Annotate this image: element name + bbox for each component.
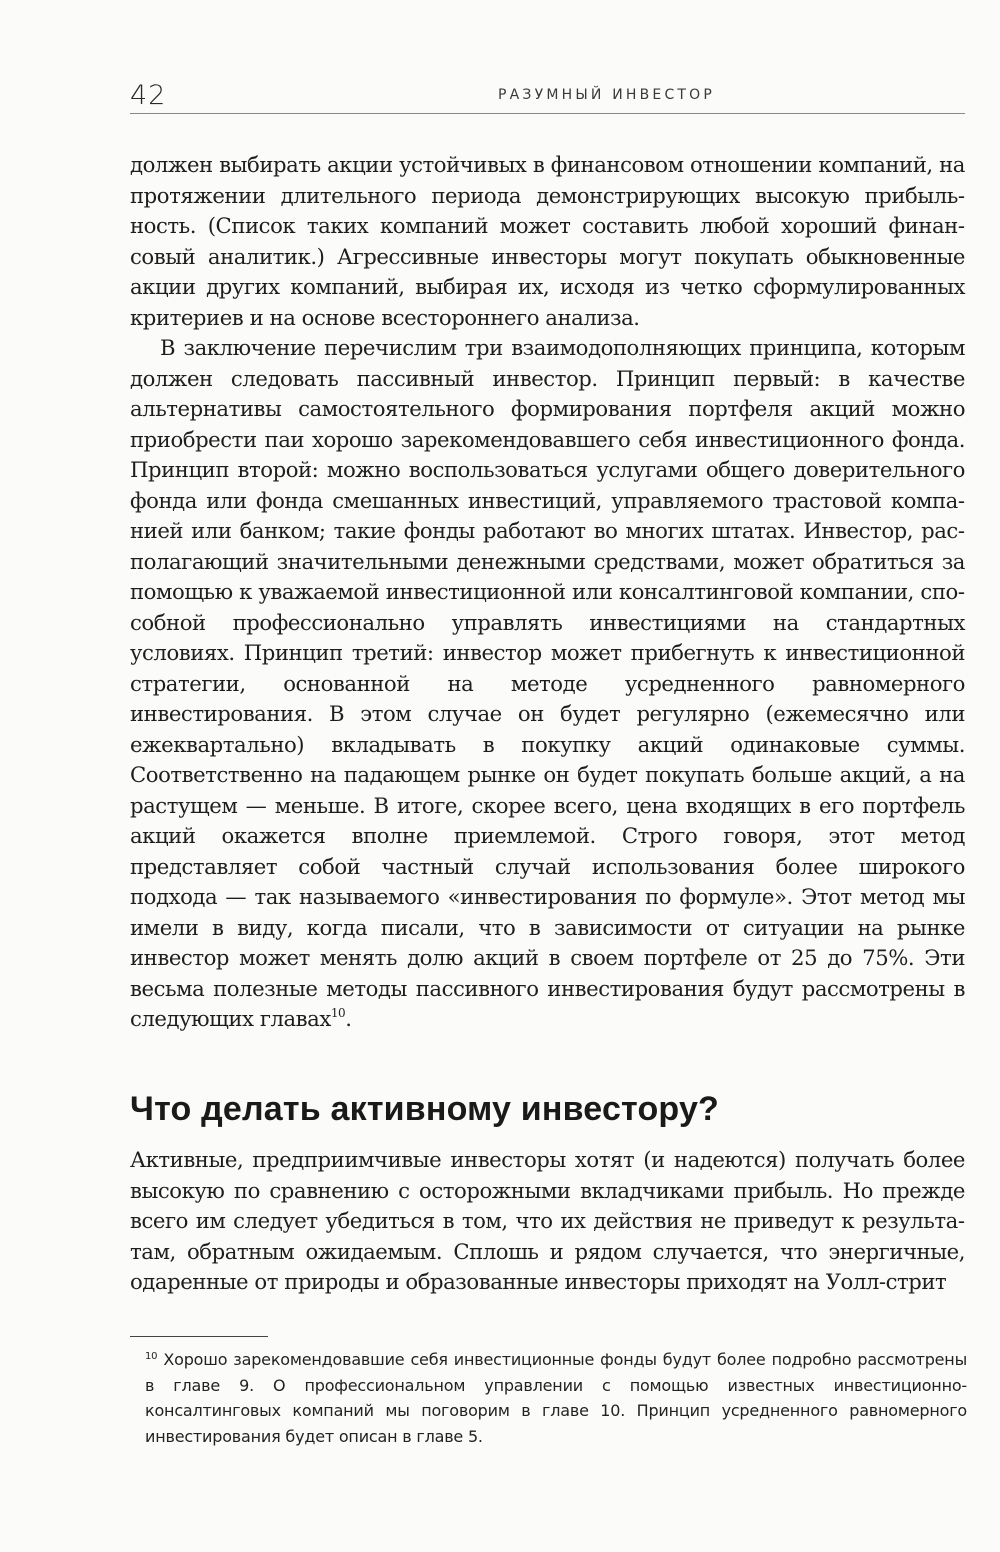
footnote-text: Хорошо зарекомендовавшие себя инвестиционные фонды будут более подробно рассмотрены в главе 9. О профессиональном управлении с помощью известных инвестиционно-консалтинговых компаний мы поговорим в главе 10. Принцип усредненного равномерного инвестирования будет описан в главе 5. <box>145 1350 967 1446</box>
page-number: 42 <box>130 80 167 111</box>
main-text <box>130 150 965 1035</box>
footnote-rule <box>130 1336 268 1337</box>
section-text <box>130 1145 965 1298</box>
footnote-reference[interactable]: 10 <box>330 1006 346 1020</box>
page-header <box>130 72 965 116</box>
footnote <box>145 1347 967 1449</box>
paragraph-active-investor: Активные, предприимчивые инвесторы хотят (и надеются) получать более высокую по сравнению с осторожными вкладчиками прибыль. Но прежде всего им следует убедиться в том, что их действия не приведут к результатам, обратным ожидаемым. Сплошь и рядом случается, что энергичные, одаренные от природы и образованные инвесторы приходят на Уолл-стрит <box>130 1147 965 1294</box>
header-rule <box>130 113 965 114</box>
paragraph-passive-investor-principles <box>130 333 965 1035</box>
paragraph-continued: должен выбирать акции устойчивых в финансовом отношении компаний, на протяжении длительного периода демонстрирующих высокую прибыльность. (Список таких компаний может составить любой хороший финансовый аналитик.) Агрессивные инвесторы могут покупать обыкновенные акции других компаний, выбирая их, исходя из четко сформулированных критериев и на основе всестороннего анализа. <box>130 152 965 330</box>
paragraph-end: . <box>345 1006 352 1031</box>
footnote-mark: 10 <box>145 1351 158 1362</box>
running-title: РАЗУМНЫЙ ИНВЕСТОР <box>498 87 716 103</box>
paragraph-text: В заключение перечислим три взаимодополняющих принципа, которым должен следовать пассивный инвестор. Принцип первый: в качестве альтернативы самостоятельного формирования портфеля акций можно приобрести паи хорошо зарекомендовавшего себя инвестиционного фонда. Принцип второй: можно воспользоваться услугами общего доверительного фонда или фонда смешанных инвестиций, управляемого трастовой компанией или банком; такие фонды работают во многих штатах. Инвестор, располагающий значительными денежными средствами, может обратиться за помощью к уважаемой инвестиционной или консалтинговой компании, способной профессионально управлять инвестициями на стандартных условиях. Принцип третий: инвестор может прибегнуть к инвестиционной стратегии, основанной на методе усредненного равномерного инвестирования. В этом случае он будет регулярно (ежемесячно или ежеквартально) вкладывать в покупку акций одинаковые суммы. Соответственно на падающем рынке он будет покупать больше акций, а на растущем — меньше. В итоге, скорее всего, цена входящих в его портфель акций окажется вполне приемлемой. Строго говоря, этот метод представляет собой частный случай использования более широкого подхода — так называемого «инвестирования по формуле». Этот метод мы имели в виду, когда писали, что в зависимости от ситуации на рынке инвестор может менять долю акций в своем портфеле от 25 до 75%. Эти весьма полезные методы пассивного инвестирования будут рассмотрены в следующих главах <box>130 335 965 1031</box>
section-heading: Что делать активному инвестору? <box>130 1090 720 1128</box>
